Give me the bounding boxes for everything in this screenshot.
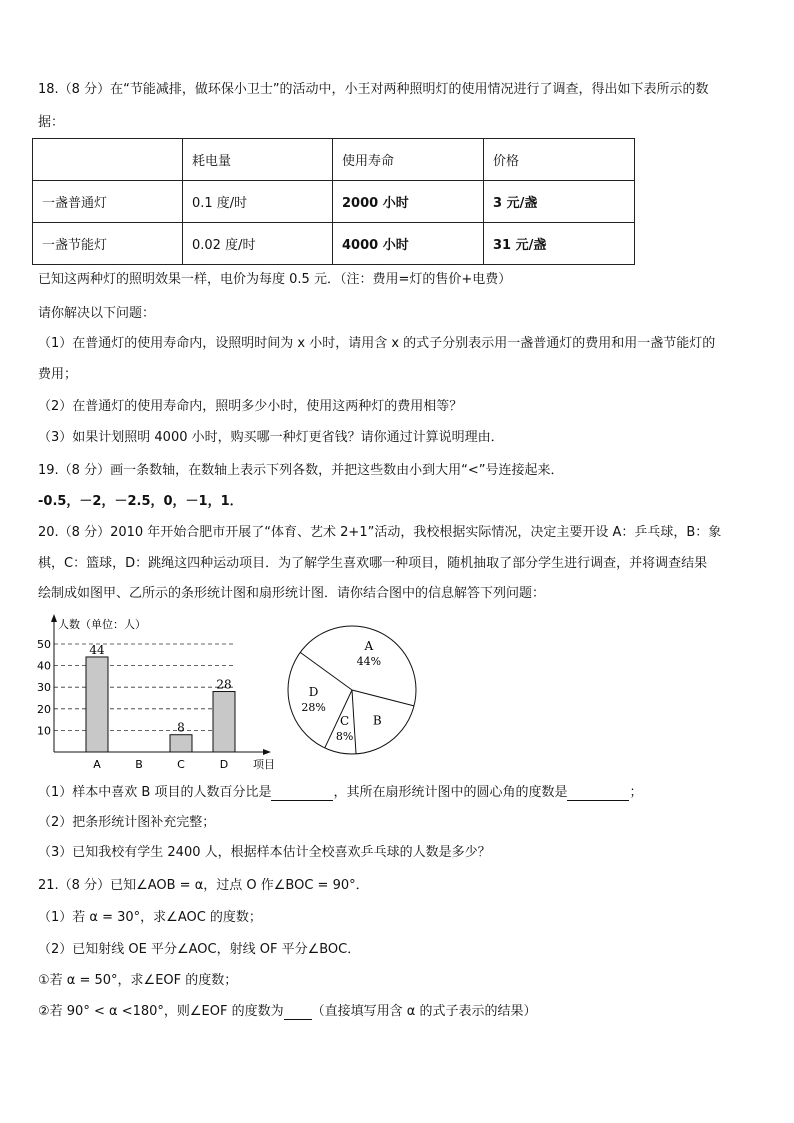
slice-percent: 28%	[301, 700, 326, 714]
q20-sub1-text: ，其所在扇形统计图中的圆心角的度数是	[333, 785, 568, 800]
q18-stem-line1: 18.（8 分）在“节能减排，做环保小卫士”的活动中，小王对两种照明灯的使用情况进行了调查，得出如下表所示的数	[38, 82, 709, 97]
x-axis-arrow	[263, 749, 271, 755]
q20-stem-line3: 绘制成如图甲、乙所示的条形统计图和扇形统计图．请你结合图中的信息解答下列问题：	[38, 586, 546, 601]
table-header-cell: 价格	[484, 139, 635, 181]
q20-sub2: （2）把条形统计图补充完整；	[38, 815, 216, 830]
slice-percent: 8%	[335, 729, 354, 743]
q19-numbers: -0.5，－2，－2.5，0，－1，1．	[38, 494, 243, 509]
bar	[86, 657, 108, 752]
q21-sub2b-text: ②若 90° < α <180°，则∠EOF 的度数为	[38, 1004, 284, 1019]
table-cell: 3 元/盏	[484, 181, 635, 223]
table-cell: 2000 小时	[333, 181, 484, 223]
q21-sub1: （1）若 α = 30°，求∠AOC 的度数；	[38, 910, 262, 925]
q21-sub2a: ①若 α = 50°，求∠EOF 的度数；	[38, 973, 238, 988]
x-tick-label: D	[219, 758, 229, 771]
q18-sub1-line2: 费用；	[38, 367, 78, 382]
x-tick-label: A	[93, 758, 101, 771]
answer-blank[interactable]	[567, 787, 629, 801]
bar-chart	[37, 614, 275, 771]
table-header-cell	[33, 139, 183, 181]
lamp-comparison-table	[32, 138, 635, 265]
slice-label: D	[308, 684, 319, 699]
y-tick-label: 20	[37, 702, 51, 716]
q21-sub2: （2）已知射线 OE 平分∠AOC，射线 OF 平分∠BOC．	[38, 942, 361, 957]
answer-blank[interactable]	[284, 1006, 312, 1020]
q18-sub3: （3）如果计划照明 4000 小时，购买哪一种灯更省钱？请你通过计算说明理由．	[38, 430, 504, 445]
table-header-cell: 耗电量	[183, 139, 333, 181]
table-cell: 0.02 度/时	[183, 223, 333, 265]
q20-sub1	[38, 785, 643, 801]
q18-note: 已知这两种灯的照明效果一样，电价为每度 0.5 元．（注：费用=灯的售价+电费）	[38, 272, 512, 287]
bar	[170, 735, 192, 752]
q19-stem: 19.（8 分）画一条数轴，在数轴上表示下列各数，并把这些数由小到大用“<”号连接起来．	[38, 463, 564, 478]
q20-sub1-text: （1）样本中喜欢 B 项目的人数百分比是	[38, 785, 272, 800]
table-header-row	[33, 139, 635, 181]
q20-stem-line2: 棋，C：篮球，D：跳绳这四种运动项目．为了解学生喜欢哪一种项目，随机抽取了部分学生进行调查，并将调查结果	[38, 556, 708, 571]
data-label: 8	[177, 720, 185, 735]
q18-sub2: （2）在普通灯的使用寿命内，照明多少小时，使用这两种灯的费用相等？	[38, 399, 463, 414]
q21-sub2b	[38, 1004, 536, 1020]
q18-stem-line2: 据：	[38, 115, 65, 130]
slice-percent: 44%	[356, 655, 382, 669]
table-header-cell: 使用寿命	[333, 139, 484, 181]
q20-figures-svg	[30, 612, 450, 772]
pie-chart	[288, 626, 416, 754]
y-axis-label: 人数（单位：人）	[58, 618, 146, 631]
table-cell: 一盏普通灯	[33, 181, 183, 223]
y-axis-arrow	[51, 614, 57, 622]
y-tick-label: 10	[37, 724, 51, 738]
table-row	[33, 223, 635, 265]
y-tick-label: 30	[37, 681, 51, 695]
table-row	[33, 181, 635, 223]
x-tick-label: B	[135, 758, 143, 771]
slice-label: B	[372, 713, 382, 728]
table-cell: 31 元/盏	[484, 223, 635, 265]
answer-blank[interactable]	[271, 787, 333, 801]
slice-label: C	[339, 713, 350, 728]
y-tick-label: 50	[37, 638, 51, 651]
y-tick-label: 40	[37, 659, 51, 673]
q18-sub1-line1: （1）在普通灯的使用寿命内，设照明时间为 x 小时，请用含 x 的式子分别表示用一盏普通灯的费用和用一盏节能灯的	[38, 336, 716, 351]
q21-stem: 21.（8 分）已知∠AOB = α，过点 O 作∠BOC = 90°．	[38, 878, 369, 893]
x-axis-label: 项目	[253, 758, 275, 771]
q21-sub2b-text: （直接填写用含 α 的式子表示的结果）	[311, 1004, 537, 1019]
table-cell: 0.1 度/时	[183, 181, 333, 223]
bar	[213, 692, 235, 752]
data-label: 28	[216, 677, 232, 692]
q18-prompt: 请你解决以下问题：	[38, 306, 156, 321]
table-cell: 一盏节能灯	[33, 223, 183, 265]
q20-sub1-text: ；	[629, 785, 643, 800]
x-tick-label: C	[177, 758, 185, 771]
data-label: 44	[89, 642, 105, 657]
q20-sub3: （3）已知我校有学生 2400 人，根据样本估计全校喜欢乒乓球的人数是多少？	[38, 845, 491, 860]
table-cell: 4000 小时	[333, 223, 484, 265]
q20-stem-line1: 20.（8 分）2010 年开始合肥市开展了“体育、艺术 2+1”活动，我校根据实际情况，决定主要开设 A：乒乓球，B：象	[38, 525, 722, 540]
slice-label: A	[364, 639, 374, 654]
q20-figures	[30, 612, 450, 776]
